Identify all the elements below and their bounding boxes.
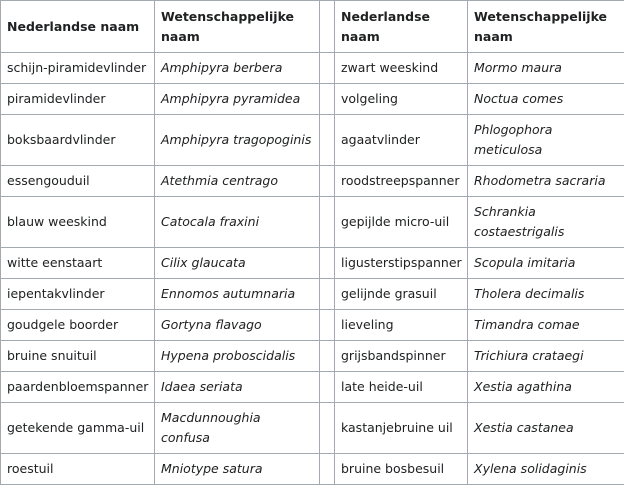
right-common-name: grijsbandspinner <box>335 341 468 372</box>
header-left-common-name: Nederlandse naam <box>1 1 155 53</box>
left-scientific-name: Ennomos autumnaria <box>155 279 320 310</box>
left-common-name: paardenbloemspanner <box>1 372 155 403</box>
right-scientific-name: Tholera decimalis <box>468 279 624 310</box>
left-common-name: bruine snuituil <box>1 341 155 372</box>
table-row <box>1 115 624 166</box>
right-common-name: late heide-uil <box>335 372 468 403</box>
right-scientific-name: Scopula imitaria <box>468 248 624 279</box>
left-scientific-name: Mniotype satura <box>155 454 320 485</box>
column-gap <box>320 279 335 310</box>
column-gap <box>320 197 335 248</box>
left-common-name: iepentakvlinder <box>1 279 155 310</box>
table-row <box>1 310 624 341</box>
left-scientific-name: Catocala fraxini <box>155 197 320 248</box>
table-row <box>1 53 624 84</box>
left-common-name: witte eenstaart <box>1 248 155 279</box>
right-scientific-name: Xestia agathina <box>468 372 624 403</box>
right-scientific-name: Rhodometra sacraria <box>468 166 624 197</box>
left-scientific-name: Cilix glaucata <box>155 248 320 279</box>
table-row <box>1 403 624 454</box>
header-right-scientific-name: Wetenschappelijke naam <box>468 1 624 53</box>
left-common-name: roestuil <box>1 454 155 485</box>
right-scientific-name: Xestia castanea <box>468 403 624 454</box>
left-common-name: blauw weeskind <box>1 197 155 248</box>
header-row <box>1 1 624 53</box>
table-row <box>1 279 624 310</box>
left-scientific-name: Amphipyra berbera <box>155 53 320 84</box>
header-left-scientific-name: Wetenschappelijke naam <box>155 1 320 53</box>
right-common-name: ligusterstipspanner <box>335 248 468 279</box>
left-scientific-name: Atethmia centrago <box>155 166 320 197</box>
column-gap <box>320 1 335 53</box>
right-scientific-name: Trichiura crataegi <box>468 341 624 372</box>
right-common-name: roodstreepspanner <box>335 166 468 197</box>
left-scientific-name: Hypena proboscidalis <box>155 341 320 372</box>
left-common-name: essengouduil <box>1 166 155 197</box>
left-scientific-name: Macdunnoughia confusa <box>155 403 320 454</box>
table-row <box>1 454 624 485</box>
table-row <box>1 372 624 403</box>
right-scientific-name: Noctua comes <box>468 84 624 115</box>
right-scientific-name: Timandra comae <box>468 310 624 341</box>
left-common-name: piramidevlinder <box>1 84 155 115</box>
right-scientific-name: Xylena solidaginis <box>468 454 624 485</box>
left-scientific-name: Idaea seriata <box>155 372 320 403</box>
column-gap <box>320 53 335 84</box>
left-scientific-name: Amphipyra pyramidea <box>155 84 320 115</box>
right-common-name: gepijlde micro-uil <box>335 197 468 248</box>
right-common-name: gelijnde grasuil <box>335 279 468 310</box>
right-common-name: zwart weeskind <box>335 53 468 84</box>
right-scientific-name: Mormo maura <box>468 53 624 84</box>
column-gap <box>320 310 335 341</box>
left-common-name: schijn-piramidevlinder <box>1 53 155 84</box>
right-common-name: bruine bosbesuil <box>335 454 468 485</box>
header-right-common-name: Nederlandse naam <box>335 1 468 53</box>
left-common-name: boksbaardvlinder <box>1 115 155 166</box>
table-row <box>1 341 624 372</box>
column-gap <box>320 341 335 372</box>
right-common-name: agaatvlinder <box>335 115 468 166</box>
table-row <box>1 84 624 115</box>
left-common-name: getekende gamma-uil <box>1 403 155 454</box>
right-common-name: lieveling <box>335 310 468 341</box>
left-scientific-name: Amphipyra tragopoginis <box>155 115 320 166</box>
right-scientific-name: Schrankia costaestrigalis <box>468 197 624 248</box>
column-gap <box>320 115 335 166</box>
right-common-name: volgeling <box>335 84 468 115</box>
table-row <box>1 197 624 248</box>
column-gap <box>320 84 335 115</box>
table-row <box>1 166 624 197</box>
left-scientific-name: Gortyna flavago <box>155 310 320 341</box>
left-common-name: goudgele boorder <box>1 310 155 341</box>
right-common-name: kastanjebruine uil <box>335 403 468 454</box>
column-gap <box>320 403 335 454</box>
table-row <box>1 248 624 279</box>
column-gap <box>320 454 335 485</box>
column-gap <box>320 372 335 403</box>
right-scientific-name: Phlogophora meticulosa <box>468 115 624 166</box>
column-gap <box>320 248 335 279</box>
column-gap <box>320 166 335 197</box>
